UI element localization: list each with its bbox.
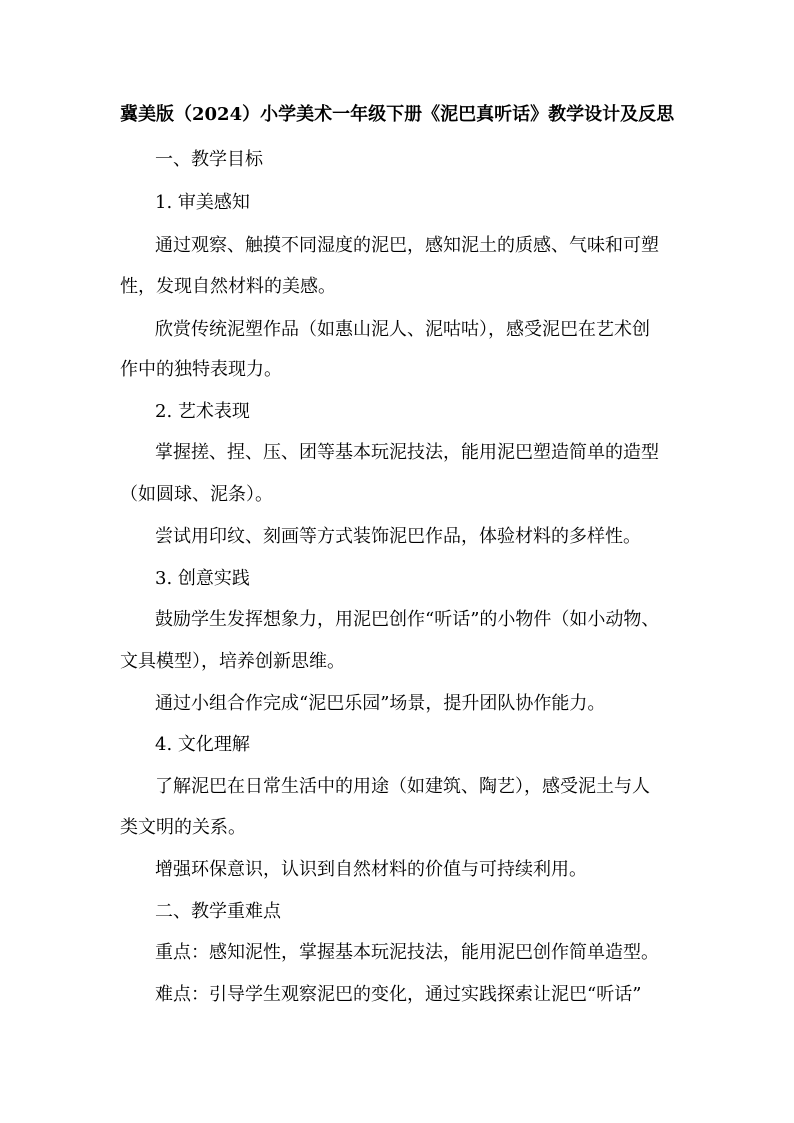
document-title: 冀美版（2024）小学美术一年级下册《泥巴真听话》教学设计及反思 bbox=[120, 104, 675, 125]
subheading-artistic-expression: 2. 艺术表现 bbox=[155, 401, 250, 422]
section-heading-teaching-goals: 一、教学目标 bbox=[155, 149, 263, 170]
paragraph-line: 难点：引导学生观察泥巴的变化，通过实践探索让泥巴“听话” bbox=[155, 984, 642, 1005]
paragraph-line: 通过小组合作完成“泥巴乐园”场景，提升团队协作能力。 bbox=[155, 693, 606, 714]
paragraph-line: 掌握搓、捏、压、团等基本玩泥技法，能用泥巴塑造简单的造型 bbox=[155, 442, 659, 463]
subheading-aesthetic-perception: 1. 审美感知 bbox=[155, 192, 250, 213]
section-heading-key-points: 二、教学重难点 bbox=[155, 901, 281, 922]
paragraph-line: 通过观察、触摸不同湿度的泥巴，感知泥土的质感、气味和可塑 bbox=[155, 235, 659, 256]
paragraph-line: 重点：感知泥性，掌握基本玩泥技法，能用泥巴创作简单造型。 bbox=[155, 942, 659, 963]
paragraph-line: 尝试用印纹、刻画等方式装饰泥巴作品，体验材料的多样性。 bbox=[155, 526, 641, 547]
paragraph-line: 性，发现自然材料的美感。 bbox=[120, 276, 336, 297]
subheading-creative-practice: 3. 创意实践 bbox=[155, 568, 250, 589]
paragraph-line: 欣赏传统泥塑作品（如惠山泥人、泥咕咕），感受泥巴在艺术创 bbox=[155, 319, 650, 340]
paragraph-line: 增强环保意识，认识到自然材料的价值与可持续利用。 bbox=[155, 859, 587, 880]
paragraph-line: 作中的独特表现力。 bbox=[120, 359, 282, 380]
paragraph-line: （如圆球、泥条）。 bbox=[120, 484, 273, 505]
subheading-cultural-understanding: 4. 文化理解 bbox=[155, 734, 250, 755]
paragraph-line: 了解泥巴在日常生活中的用途（如建筑、陶艺），感受泥土与人 bbox=[155, 776, 650, 797]
paragraph-line: 类文明的关系。 bbox=[120, 817, 246, 838]
paragraph-line: 文具模型），培养创新思维。 bbox=[120, 651, 345, 672]
paragraph-line: 鼓励学生发挥想象力，用泥巴创作“听话”的小物件（如小动物、 bbox=[155, 609, 660, 630]
